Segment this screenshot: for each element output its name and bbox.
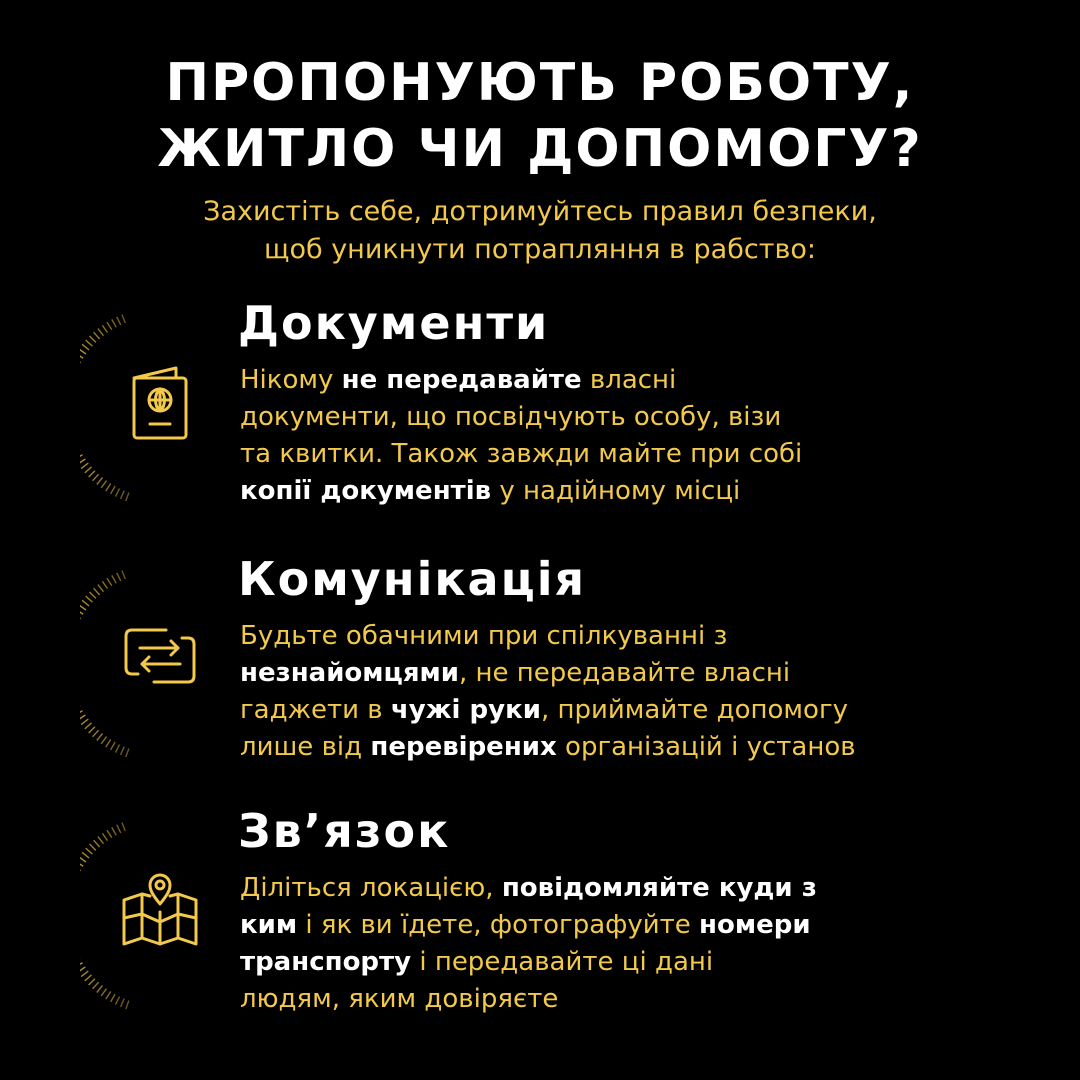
body-text: і як ви їдете, фотографуйте xyxy=(297,910,700,940)
section-communication xyxy=(0,548,1080,778)
body-text: Нікому xyxy=(240,365,342,395)
arc-tick xyxy=(80,605,86,610)
arc-tick xyxy=(97,734,103,741)
highlight-text: номери xyxy=(699,910,811,940)
body-text: , приймайте допомогу xyxy=(540,695,848,725)
arc-tick xyxy=(89,471,95,477)
arc-tick xyxy=(112,575,116,583)
arc-tick xyxy=(89,727,95,733)
page-subtitle xyxy=(0,193,1080,269)
arc-tick xyxy=(93,474,99,481)
body-text: гаджети в xyxy=(240,695,391,725)
arc-tick xyxy=(86,596,93,602)
arc-tick xyxy=(111,486,116,494)
arc-tick xyxy=(112,827,116,835)
arc-tick xyxy=(80,715,85,720)
arc-tick xyxy=(93,982,99,989)
body-line xyxy=(240,729,1070,766)
passport-icon xyxy=(120,360,200,440)
highlight-text: повідомляйте куди з xyxy=(501,873,817,903)
body-text: та квитки. Також завжди майте при собі xyxy=(240,439,803,469)
arc-tick xyxy=(80,358,81,362)
arc-tick xyxy=(106,740,111,748)
section-documents xyxy=(0,292,1080,522)
arc-tick xyxy=(107,322,112,330)
arc-tick xyxy=(106,992,111,1000)
body-text: організацій і установ xyxy=(556,732,856,762)
subtitle-line-1: Захистіть себе, дотримуйтесь правил безпеки, xyxy=(203,196,877,227)
arc-tick xyxy=(107,830,112,838)
body-text: Будьте обачними при спілкуванні з xyxy=(240,621,728,651)
subtitle-line-2: щоб уникнути потрапляння в рабство: xyxy=(264,234,816,265)
arc-tick xyxy=(98,585,104,592)
arc-tick xyxy=(97,478,103,485)
body-line xyxy=(240,362,1070,399)
arc-tick xyxy=(116,997,120,1005)
arc-tick xyxy=(121,999,125,1007)
arc-tick xyxy=(117,573,121,581)
arc-tick xyxy=(117,317,121,325)
body-line xyxy=(240,655,1070,692)
arc-tick xyxy=(107,578,112,586)
map-location-icon xyxy=(120,868,200,948)
arc-tick xyxy=(121,747,125,755)
arc-tick xyxy=(80,857,86,862)
arc-tick xyxy=(101,989,106,996)
arc-tick xyxy=(111,742,116,750)
arc-tick xyxy=(101,737,106,744)
page-title xyxy=(0,50,1080,182)
arc-tick xyxy=(81,971,88,977)
arc-tick xyxy=(80,711,83,716)
arc-tick xyxy=(101,481,106,488)
exchange-arrows-icon xyxy=(120,616,200,696)
highlight-text: незнайомцями xyxy=(240,658,459,688)
body-text: документи, що посвідчують особу, візи xyxy=(240,402,782,432)
section-title: Зв’язок xyxy=(238,804,451,858)
arc-tick xyxy=(80,614,81,618)
body-line xyxy=(240,436,1070,473)
arc-tick xyxy=(94,588,100,595)
arc-tick xyxy=(98,837,104,844)
highlight-text: ким xyxy=(240,910,298,940)
arc-tick xyxy=(111,994,116,1002)
arc-tick xyxy=(81,463,88,469)
body-line xyxy=(240,907,1070,944)
arc-tick xyxy=(80,861,83,866)
arc-tick xyxy=(98,329,104,336)
arc-tick xyxy=(102,325,107,332)
arc-tick xyxy=(112,319,116,327)
arc-tick xyxy=(97,986,103,993)
arc-tick xyxy=(82,852,89,858)
body-line xyxy=(240,944,1070,981)
arc-tick xyxy=(86,848,93,854)
arc-tick xyxy=(117,825,121,833)
arc-tick xyxy=(80,455,83,460)
arc-tick xyxy=(94,840,100,847)
body-text: Діліться локацією, xyxy=(240,873,502,903)
body-line xyxy=(240,692,1070,729)
arc-tick xyxy=(80,353,83,358)
section-body xyxy=(240,362,1070,510)
arc-tick xyxy=(80,349,86,354)
section-body xyxy=(240,618,1070,766)
body-line xyxy=(240,870,1070,907)
arc-tick xyxy=(93,730,99,737)
highlight-text: транспорту xyxy=(240,947,412,977)
arc-tick xyxy=(89,979,95,985)
arc-tick xyxy=(85,467,92,473)
arc-tick xyxy=(80,963,83,968)
body-text: лише від xyxy=(240,732,371,762)
arc-tick xyxy=(122,315,125,323)
section-title: Документи xyxy=(238,296,550,350)
arc-tick xyxy=(82,344,89,350)
section-title: Комунікація xyxy=(238,552,586,606)
arc-tick xyxy=(94,332,100,339)
arc-tick xyxy=(126,749,129,758)
arc-tick xyxy=(122,823,125,831)
arc-tick xyxy=(126,1001,129,1010)
body-text: людям, яким довіряєте xyxy=(240,984,559,1014)
body-line xyxy=(240,399,1070,436)
arc-tick xyxy=(80,967,85,972)
arc-tick xyxy=(80,459,85,464)
arc-tick xyxy=(90,336,96,342)
highlight-text: копії документів xyxy=(240,476,492,506)
arc-tick xyxy=(86,340,93,346)
body-text: у надійному місці xyxy=(491,476,741,506)
arc-tick xyxy=(102,581,107,588)
body-line xyxy=(240,981,1070,1018)
arc-tick xyxy=(116,489,120,497)
section-connection xyxy=(0,800,1080,1030)
arc-tick xyxy=(80,866,81,870)
body-text: , не передавайте власні xyxy=(458,658,791,688)
arc-tick xyxy=(121,491,125,499)
arc-tick xyxy=(106,484,111,492)
body-text: власні xyxy=(581,365,677,395)
body-line xyxy=(240,473,1070,510)
arc-tick xyxy=(81,719,88,725)
section-body xyxy=(240,870,1070,1018)
highlight-text: чужі руки xyxy=(390,695,541,725)
title-line-2: ЖИТЛО ЧИ ДОПОМОГУ? xyxy=(157,119,923,179)
highlight-text: перевірених xyxy=(370,732,557,762)
arc-tick xyxy=(102,833,107,840)
body-text: і передавайте ці дані xyxy=(411,947,714,977)
arc-tick xyxy=(80,609,83,614)
highlight-text: не передавайте xyxy=(341,365,582,395)
body-line xyxy=(240,618,1070,655)
title-line-1: ПРОПОНУЮТЬ РОБОТУ, xyxy=(165,53,915,113)
arc-tick xyxy=(85,975,92,981)
arc-tick xyxy=(85,723,92,729)
arc-tick xyxy=(90,844,96,850)
arc-tick xyxy=(122,571,125,579)
arc-tick xyxy=(82,600,89,606)
arc-tick xyxy=(116,745,120,753)
arc-tick xyxy=(90,592,96,598)
arc-tick xyxy=(126,493,129,502)
